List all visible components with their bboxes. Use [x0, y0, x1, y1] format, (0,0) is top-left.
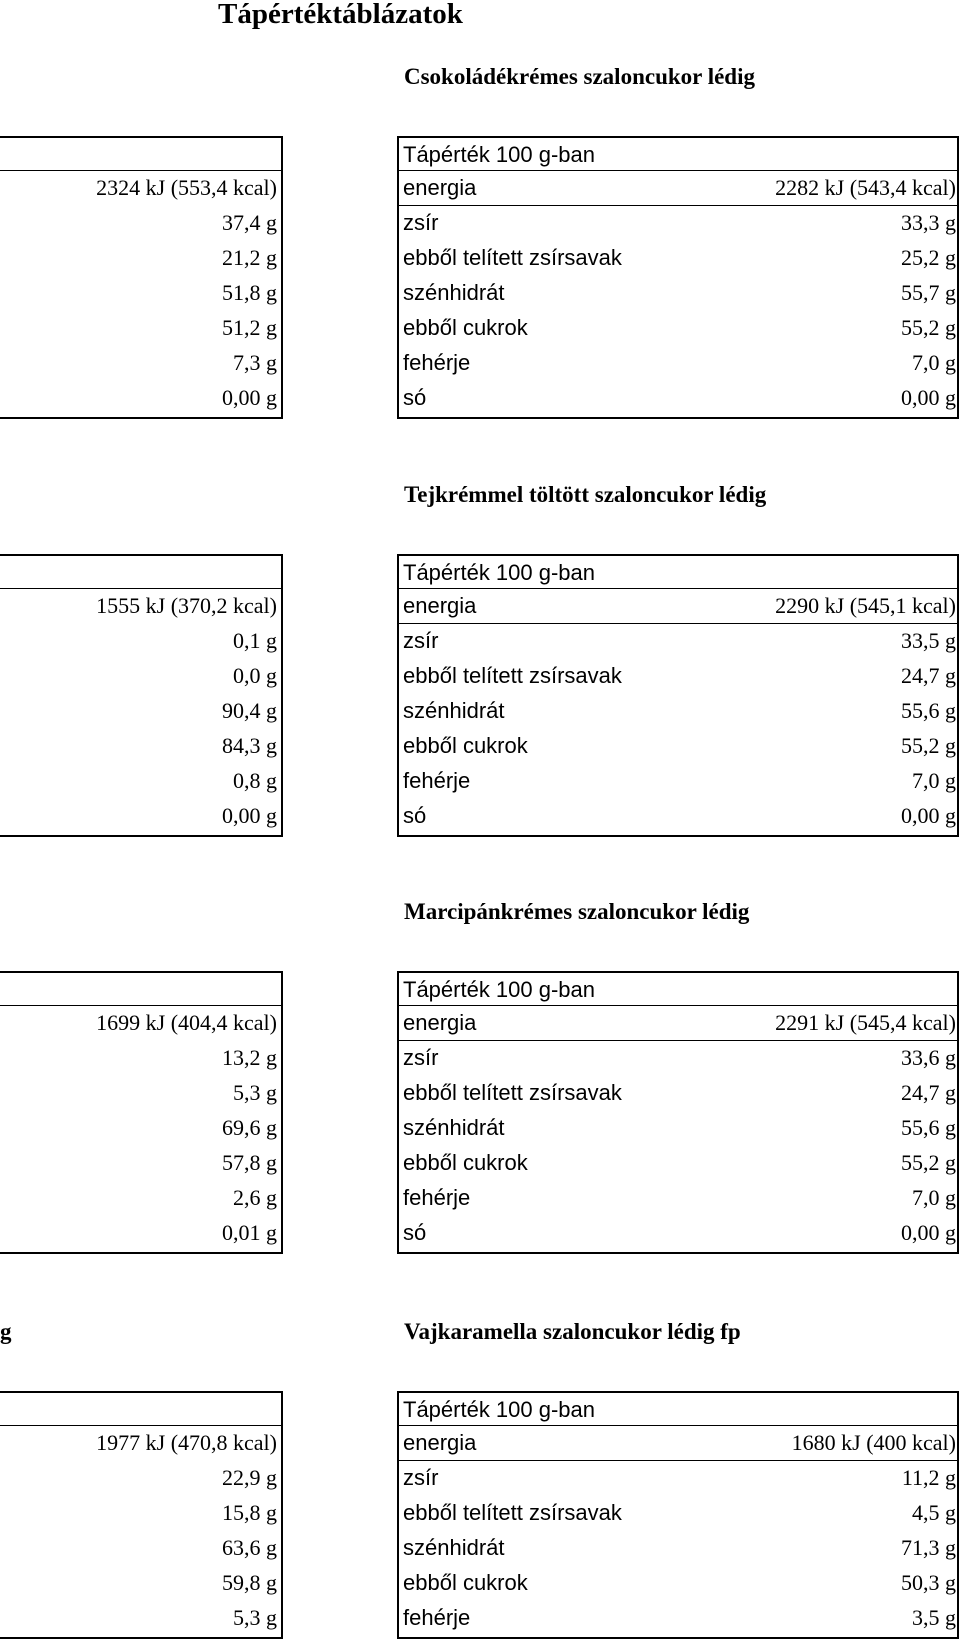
nutrient-name: szénhidrát	[403, 1115, 505, 1140]
nutrition-section	[0, 1319, 960, 1630]
right-value: 24,7 g	[901, 663, 956, 688]
left-value: 15,8 g	[222, 1500, 277, 1525]
left-value: 51,8 g	[222, 280, 277, 305]
left-value: 22,9 g	[222, 1465, 277, 1490]
left-value: 0,00 g	[222, 803, 277, 828]
nutrient-name: fehérje	[403, 1605, 471, 1630]
nutrient-name: zsír	[403, 1465, 439, 1490]
right-value: 0,00 g	[901, 803, 956, 828]
right-value: 71,3 g	[901, 1535, 956, 1560]
right-value: 33,5 g	[901, 628, 956, 653]
right-value: 1680 kJ (400 kcal)	[791, 1430, 956, 1455]
section-title: Marcipánkrémes szaloncukor lédig	[404, 899, 750, 924]
right-value: 24,7 g	[901, 1080, 956, 1105]
right-value: 33,6 g	[901, 1045, 956, 1070]
nutrient-name: energia	[403, 1010, 477, 1035]
left-value: 0,01 g	[222, 1220, 277, 1245]
right-value: 0,00 g	[901, 1220, 956, 1245]
right-value: 55,2 g	[901, 733, 956, 758]
nutrient-name: ebből telített zsírsavak	[403, 245, 622, 270]
left-value: 5,3 g	[233, 1080, 277, 1105]
right-value: 55,6 g	[901, 698, 956, 723]
right-value: 50,3 g	[901, 1570, 956, 1595]
left-value: 0,8 g	[233, 768, 277, 793]
table-header-label: Tápérték 100 g-ban	[403, 560, 596, 585]
nutrient-name: ebből cukrok	[403, 1570, 528, 1595]
nutrition-section	[0, 899, 960, 1245]
nutrient-name: só	[403, 803, 427, 828]
section-title: Csokoládékrémes szaloncukor lédig	[404, 64, 755, 89]
nutrient-name: szénhidrát	[403, 1535, 505, 1560]
right-value: 55,2 g	[901, 1150, 956, 1175]
nutrient-name: fehérje	[403, 1185, 471, 1210]
left-value: 5,3 g	[233, 1605, 277, 1630]
left-value: 0,00 g	[222, 385, 277, 410]
right-value: 25,2 g	[901, 245, 956, 270]
nutrient-name: zsír	[403, 210, 439, 235]
left-value: 69,6 g	[222, 1115, 277, 1140]
right-value: 7,0 g	[912, 1185, 956, 1210]
nutrient-name: ebből cukrok	[403, 733, 528, 758]
right-value: 11,2 g	[901, 1465, 956, 1490]
left-value: 59,8 g	[222, 1570, 277, 1595]
right-value: 2291 kJ (545,4 kcal)	[775, 1010, 956, 1035]
right-value: 7,0 g	[912, 768, 956, 793]
page-title: Tápértéktáblázatok	[218, 0, 463, 30]
left-value: 0,0 g	[233, 663, 277, 688]
right-value: 0,00 g	[901, 385, 956, 410]
nutrition-section	[0, 482, 960, 828]
right-value: 3,5 g	[912, 1605, 956, 1630]
left-value: 90,4 g	[222, 698, 277, 723]
left-value: 1977 kJ (470,8 kcal)	[96, 1430, 277, 1455]
nutrient-name: szénhidrát	[403, 280, 505, 305]
right-value: 55,2 g	[901, 315, 956, 340]
right-value: 4,5 g	[912, 1500, 956, 1525]
nutrient-name: ebből telített zsírsavak	[403, 663, 622, 688]
right-value: 7,0 g	[912, 350, 956, 375]
left-value: 84,3 g	[222, 733, 277, 758]
left-value: 1555 kJ (370,2 kcal)	[96, 593, 277, 618]
left-value: 2324 kJ (553,4 kcal)	[96, 175, 277, 200]
right-value: 2282 kJ (543,4 kcal)	[775, 175, 956, 200]
right-value: 2290 kJ (545,1 kcal)	[775, 593, 956, 618]
left-value: 63,6 g	[222, 1535, 277, 1560]
right-value: 55,7 g	[901, 280, 956, 305]
nutrient-name: ebből cukrok	[403, 1150, 528, 1175]
table-header-label: Tápérték 100 g-ban	[403, 142, 596, 167]
left-value: 21,2 g	[222, 245, 277, 270]
nutrient-name: ebből telített zsírsavak	[403, 1500, 622, 1525]
left-value: 13,2 g	[222, 1045, 277, 1070]
table-header-label: Tápérték 100 g-ban	[403, 977, 596, 1002]
nutrition-section	[0, 64, 960, 410]
left-value: 1699 kJ (404,4 kcal)	[96, 1010, 277, 1035]
nutrient-name: energia	[403, 175, 477, 200]
left-value: 37,4 g	[222, 210, 277, 235]
nutrient-name: zsír	[403, 1045, 439, 1070]
nutrient-name: zsír	[403, 628, 439, 653]
right-value: 33,3 g	[901, 210, 956, 235]
left-value: 0,1 g	[233, 628, 277, 653]
left-value: 57,8 g	[222, 1150, 277, 1175]
section-title: Tejkrémmel töltött szaloncukor lédig	[404, 482, 767, 507]
nutrient-name: fehérje	[403, 768, 471, 793]
left-value: 51,2 g	[222, 315, 277, 340]
nutrient-name: ebből telített zsírsavak	[403, 1080, 622, 1105]
nutrient-name: só	[403, 1220, 427, 1245]
nutrient-name: energia	[403, 1430, 477, 1455]
nutrient-name: energia	[403, 593, 477, 618]
section-title: Vajkaramella szaloncukor lédig fp	[404, 1319, 741, 1344]
right-value: 55,6 g	[901, 1115, 956, 1140]
table-header-label: Tápérték 100 g-ban	[403, 1397, 596, 1422]
left-table-title-fragment: g	[0, 1319, 12, 1344]
nutrient-name: só	[403, 385, 427, 410]
nutrient-name: ebből cukrok	[403, 315, 528, 340]
nutrient-name: szénhidrát	[403, 698, 505, 723]
nutrient-name: fehérje	[403, 350, 471, 375]
left-value: 2,6 g	[233, 1185, 277, 1210]
left-value: 7,3 g	[233, 350, 277, 375]
